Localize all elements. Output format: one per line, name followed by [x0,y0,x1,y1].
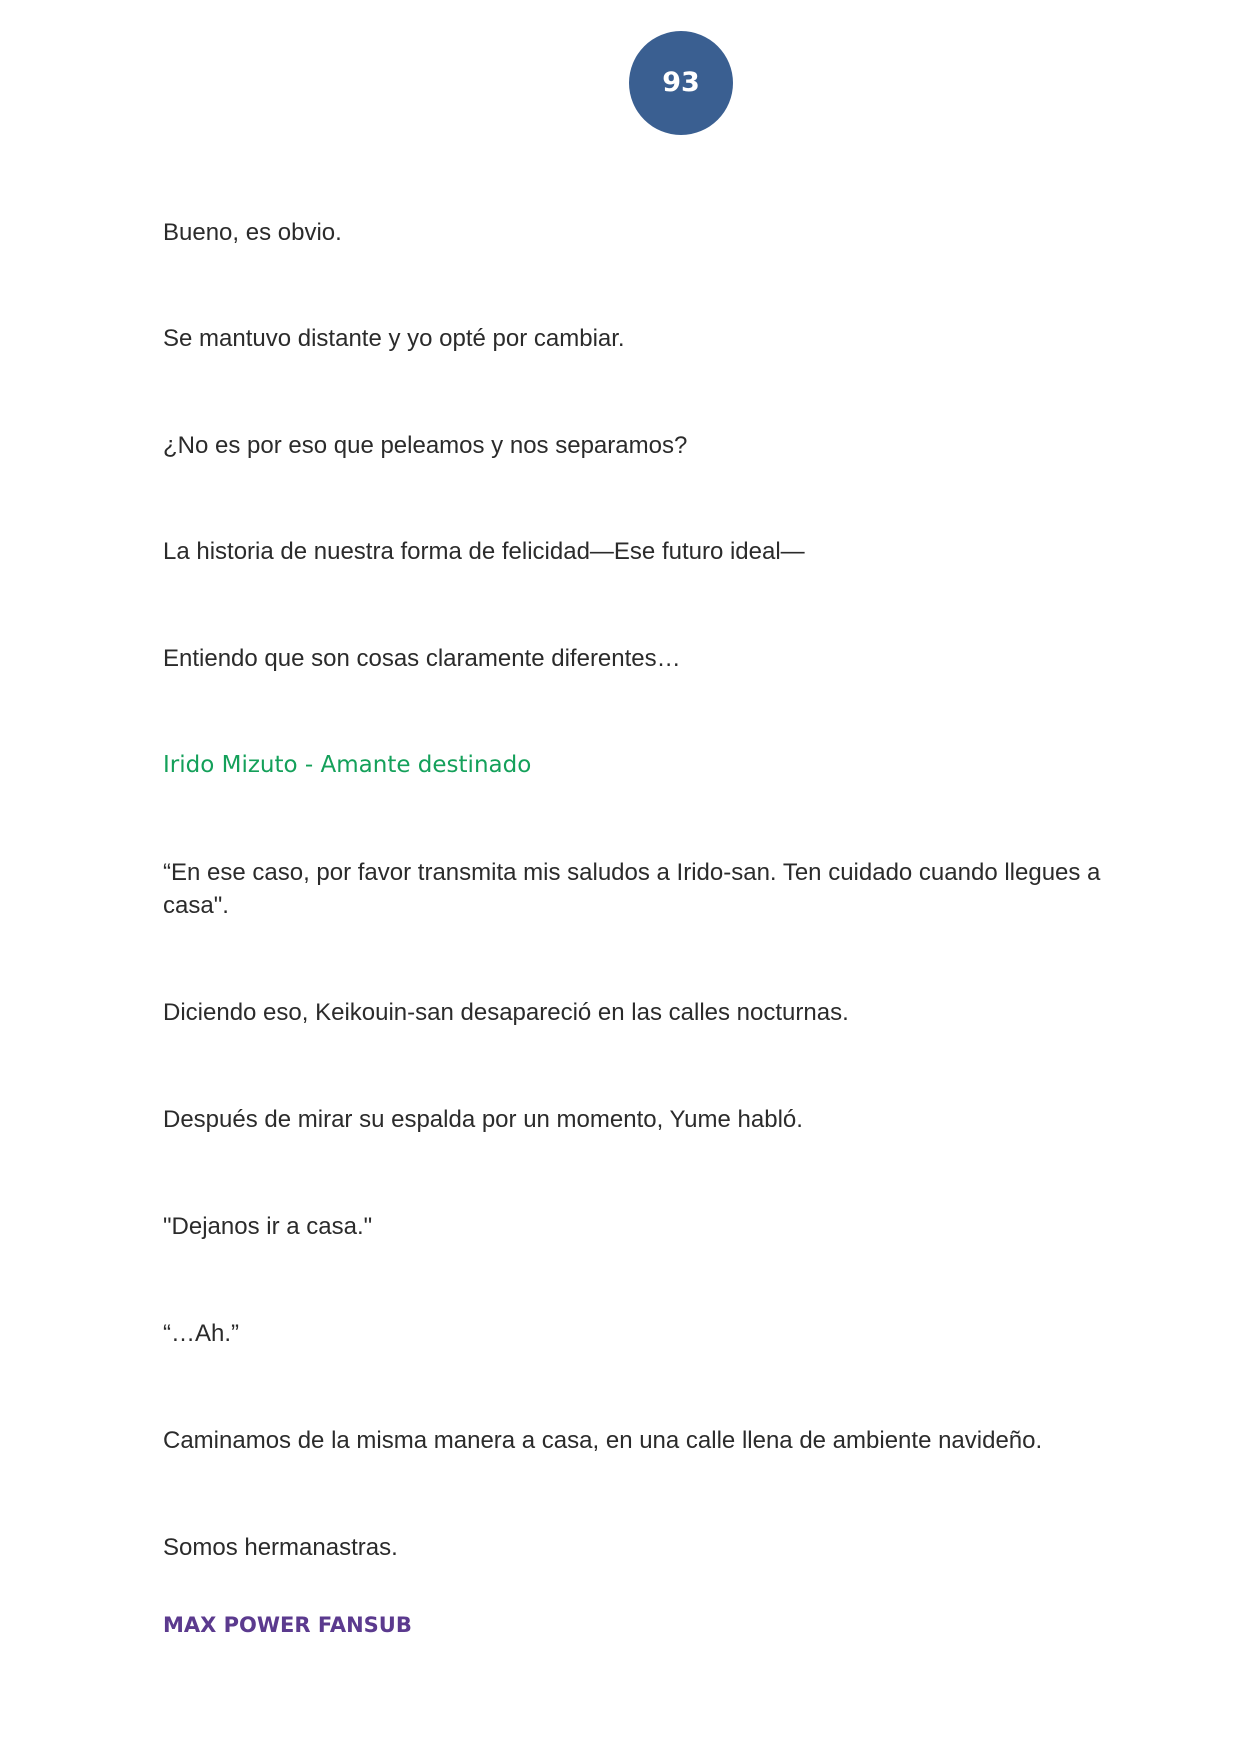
paragraph: Diciendo eso, Keikouin-san desapareció en las calles nocturnas. [163,999,849,1026]
paragraph: Caminamos de la misma manera a casa, en una calle llena de ambiente navideño. [163,1427,1043,1454]
paragraph: “En ese caso, por favor transmita mis saludos a Irido-san. Ten cuidado cuando llegues a casa". [163,859,1101,919]
paragraph: ¿No es por eso que peleamos y nos separamos? [163,432,688,459]
paragraph: “…Ah.” [163,1320,240,1347]
section-heading: Irido Mizuto - Amante destinado [163,752,532,778]
paragraph: Bueno, es obvio. [163,219,342,246]
page-number-badge: 93 [629,31,733,135]
paragraph: Se mantuvo distante y yo opté por cambiar. [163,325,625,352]
paragraph: Entiendo que son cosas claramente diferentes… [163,645,681,672]
paragraph: Después de mirar su espalda por un momento, Yume habló. [163,1106,803,1133]
paragraph: Somos hermanastras. [163,1534,398,1561]
fansub-credit: MAX POWER FANSUB [163,1613,412,1637]
paragraph: La historia de nuestra forma de felicidad—Ese futuro ideal— [163,538,805,565]
paragraph: "Dejanos ir a casa." [163,1213,373,1240]
